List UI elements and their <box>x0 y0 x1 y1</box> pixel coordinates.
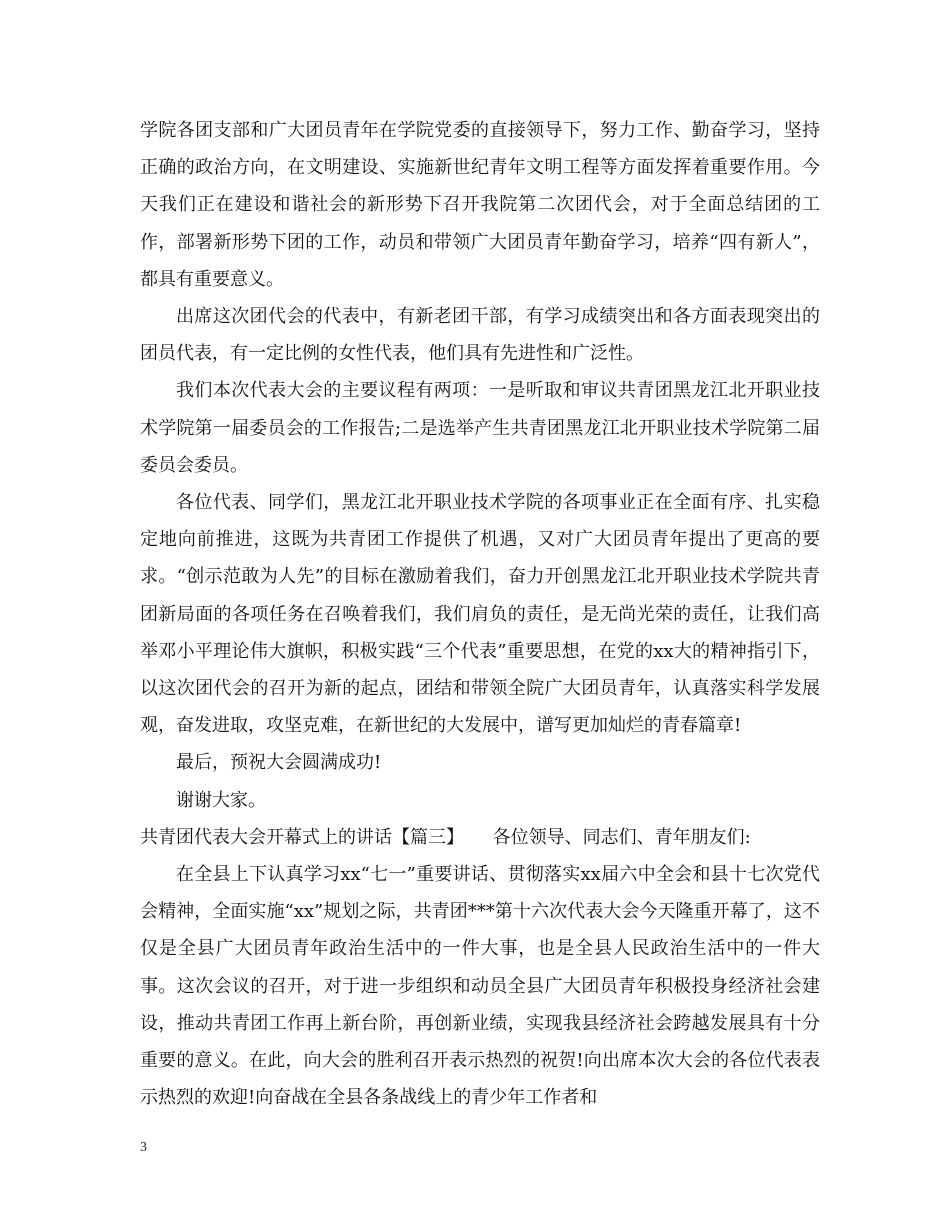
paragraph-agenda: 我们本次代表大会的主要议程有两项：一是听取和审议共青团黑龙江北开职业技术学院第一届委员会的工作报告;二是选举产生共青团黑龙江北开职业技术学院第二届委员会委员。 <box>140 380 820 476</box>
section-heading: 共青团代表大会开幕式上的讲话【篇三】 各位领导、同志们、青年朋友们: <box>140 826 751 848</box>
paragraph-opening-speech: 在全县上下认真学习xx“七一”重要讲话、贯彻落实xx届六中全会和县十七次党代会精神，全面实施“xx”规划之际，共青团***第十六次代表大会今天隆重开幕了，这不仅是全县广大团员青年政治生活中的一件大事，也是全县人民政治生活中的一件大事。这次会议的召开，对于进一步组织和动员全县广大团员青年积极投身经济社会建设，推动共青团工作再上新台阶，再创新业绩，实现我县经济社会跨越发展具有十分重要的意义。在此，向大会的胜利召开表示热烈的祝贺!向出席本次大会的各位代表表示热烈的欢迎!向奋战在全县各条战线上的青少年工作者和 <box>140 864 820 1109</box>
paragraph-call-to-action: 各位代表、同学们，黑龙江北开职业技术学院的各项事业正在全面有序、扎实稳定地向前推进，这既为共青团工作提供了机遇，又对广大团员青年提出了更高的要求。“创示范敢为人先”的目标在激励着我们，奋力开创黑龙江北开职业技术学院共青团新局面的各项任务在召唤着我们，我们肩负的责任，是无尚光荣的责任，让我们高举邓小平理论伟大旗帜，积极实践“三个代表”重要思想，在党的xx大的精神指引下，以这次团代会的召开为新的起点，团结和带领全院广大团员青年，认真落实科学发展观，奋发进取，攻坚克难，在新世纪的大发展中，谱写更加灿烂的青春篇章! <box>140 492 820 737</box>
paragraph-delegates: 出席这次团代会的代表中，有新老团干部，有学习成绩突出和各方面表现突出的团员代表，有一定比例的女性代表，他们具有先进性和广泛性。 <box>140 306 820 365</box>
paragraph-continuation: 学院各团支部和广大团员青年在学院党委的直接领导下，努力工作、勤奋学习，坚持正确的政治方向，在文明建设、实施新世纪青年文明工程等方面发挥着重要作用。今天我们正在建设和谐社会的新形势下召开我院第二次团代会，对于全面总结团的工作，部署新形势下团的工作，动员和带领广大团员青年勤奋学习，培养“四有新人”，都具有重要意义。 <box>140 120 820 290</box>
page-number: 3 <box>140 1140 147 1155</box>
paragraph-thanks: 谢谢大家。 <box>176 789 266 811</box>
paragraph-wishes: 最后，预祝大会圆满成功! <box>176 752 382 774</box>
document-body <box>140 112 820 1116</box>
